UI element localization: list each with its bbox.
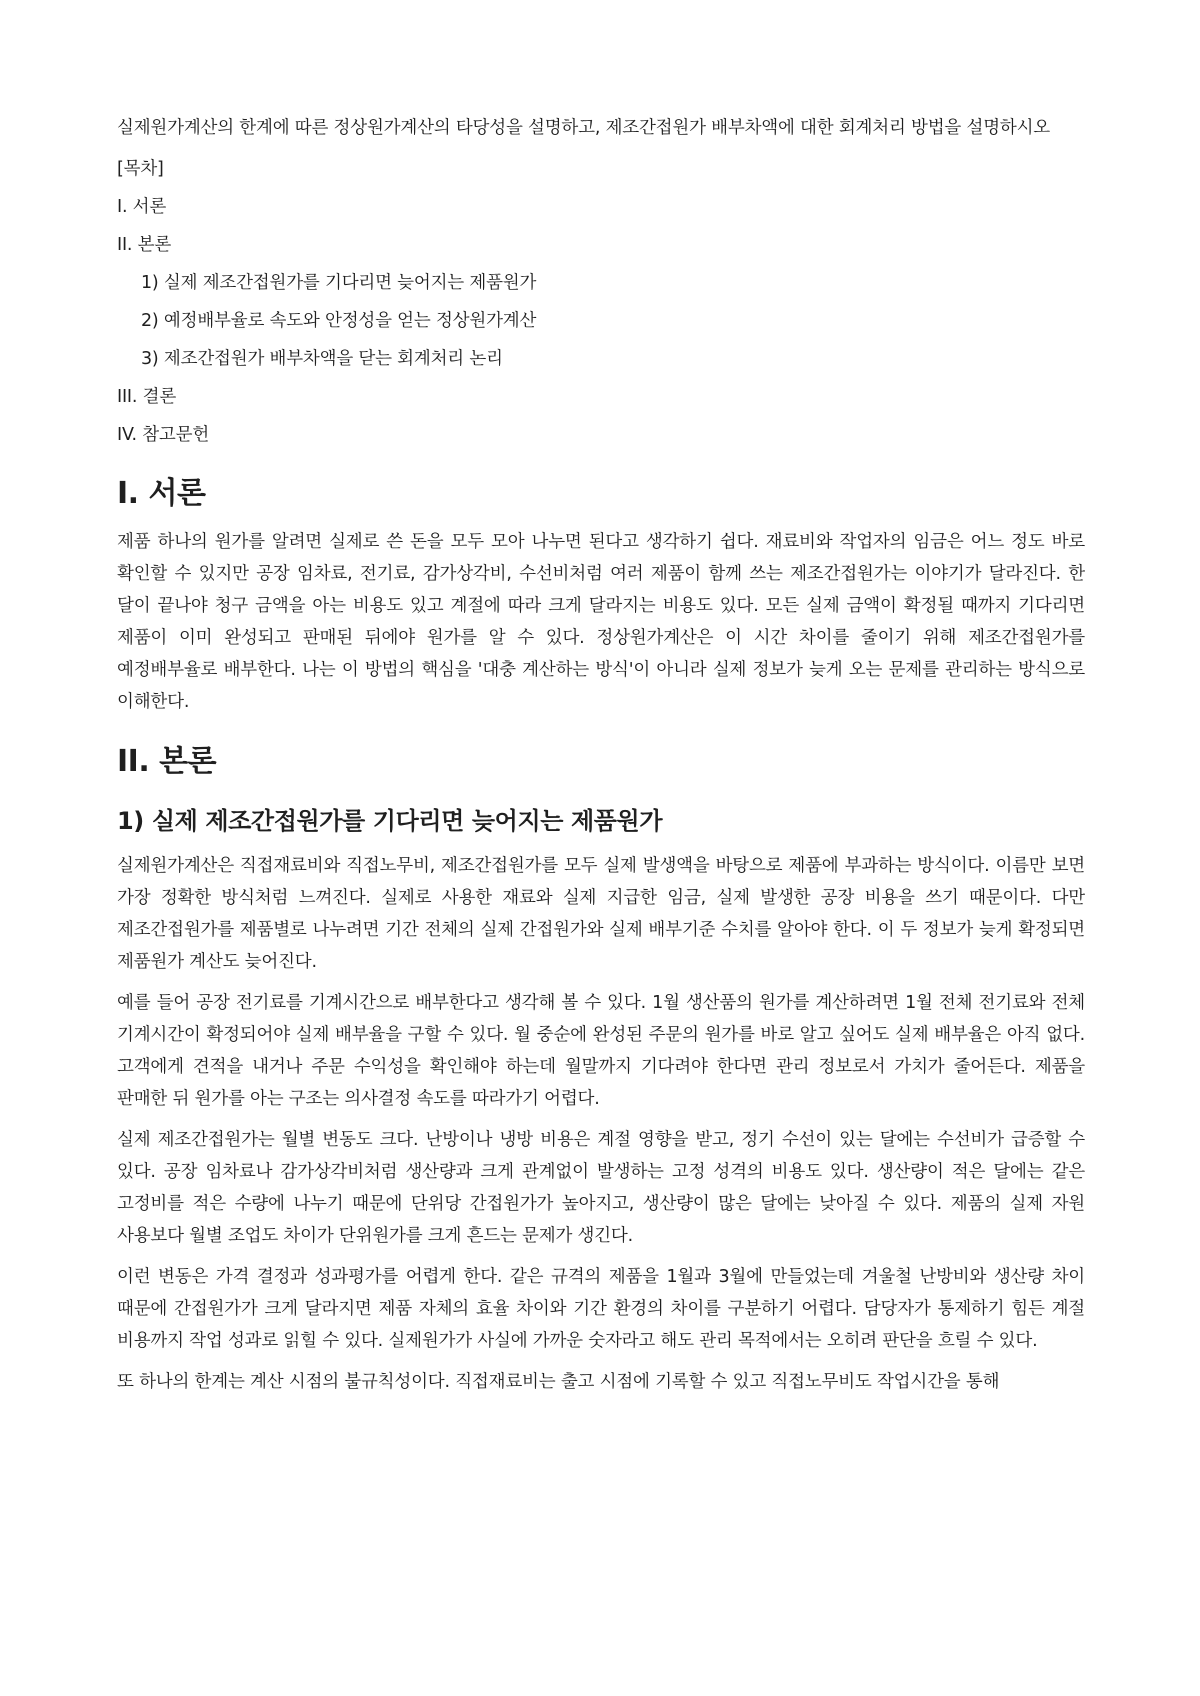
section-1-paragraph-5: 또 하나의 한계는 계산 시점의 불규칙성이다. 직접재료비는 출고 시점에 기록할 수 있고 직접노무비도 작업시간을 통해 — [117, 1372, 1000, 1392]
section-1-heading: 1) 실제 제조간접원가를 기다리면 늦어지는 제품원가 — [117, 807, 663, 835]
toc-item-body-2: 2) 예정배부율로 속도와 안정성을 얻는 정상원가계산 — [141, 311, 537, 331]
section-1-paragraph-2: 예를 들어 공장 전기료를 기계시간으로 배부한다고 생각해 볼 수 있다. 1월 생산품의 원가를 계산하려면 1월 전체 전기료와 전체 기계시간이 확정되어야 실제 배부율을 구할 수 있다. 월 중순에 완성된 주문의 원가를 바로 알고 싶어도 실제 배부율은 아직 없다. 고객에게 견적을 내거나 주문 수익성을 확인해야 하는데 월말까지 기다려야 한다면 관리 정보로서 가치가 줄어든다. 제품을 판매한 뒤 원가를 아는 구조는 의사결정 속도를 따라가기 어렵다. — [117, 993, 1086, 1109]
toc-item-conclusion: III. 결론 — [117, 387, 177, 407]
question-text: 실제원가계산의 한계에 따른 정상원가계산의 타당성을 설명하고, 제조간접원가 배부차액에 대한 회계처리 방법을 설명하시오 — [117, 118, 1051, 138]
toc-heading: [목차] — [117, 159, 164, 179]
toc-item-references: IV. 참고문헌 — [117, 425, 210, 445]
intro-paragraph: 제품 하나의 원가를 알려면 실제로 쓴 돈을 모두 모아 나누면 된다고 생각하기 쉽다. 재료비와 작업자의 임금은 어느 정도 바로 확인할 수 있지만 공장 임차료, 전기료, 감가상각비, 수선비처럼 여러 제품이 함께 쓰는 제조간접원가는 이야기가 달라진다. 한 달이 끝나야 청구 금액을 아는 비용도 있고 계절에 따라 크게 달라지는 비용도 있다. 모든 실제 금액이 확정될 때까지 기다리면 제품이 이미 완성되고 판매된 뒤에야 원가를 알 수 있다. 정상원가계산은 이 시간 차이를 줄이기 위해 제조간접원가를 예정배부율로 배부한다. 나는 이 방법의 핵심을 '대충 계산하는 방식'이 아니라 실제 정보가 늦게 오는 문제를 관리하는 방식으로 이해한다. — [117, 532, 1085, 712]
toc-item-body-3: 3) 제조간접원가 배부차액을 닫는 회계처리 논리 — [141, 349, 503, 369]
section-1-paragraph-1: 실제원가계산은 직접재료비와 직접노무비, 제조간접원가를 모두 실제 발생액을 바탕으로 제품에 부과하는 방식이다. 이름만 보면 가장 정확한 방식처럼 느껴진다. 실제로 사용한 재료와 실제 지급한 임금, 실제 발생한 공장 비용을 쓰기 때문이다. 다만 제조간접원가를 제품별로 나누려면 기간 전체의 실제 간접원가와 실제 배부기준 수치를 알아야 한다. 이 두 정보가 늦게 확정되면 제품원가 계산도 늦어진다. — [117, 856, 1085, 972]
toc-item-intro: I. 서론 — [117, 197, 167, 217]
section-1-paragraph-4: 이런 변동은 가격 결정과 성과평가를 어렵게 한다. 같은 규격의 제품을 1월과 3월에 만들었는데 겨울철 난방비와 생산량 차이 때문에 간접원가가 크게 달라지면 제품 자체의 효율 차이와 기간 환경의 차이를 구분하기 어렵다. 담당자가 통제하기 힘든 계절 비용까지 작업 성과로 읽힐 수 있다. 실제원가가 사실에 가까운 숫자라고 해도 관리 목적에서는 오히려 판단을 흐릴 수 있다. — [117, 1267, 1085, 1351]
toc-item-body: II. 본론 — [117, 235, 172, 255]
section-1-paragraph-3: 실제 제조간접원가는 월별 변동도 크다. 난방이나 냉방 비용은 계절 영향을 받고, 정기 수선이 있는 달에는 수선비가 급증할 수 있다. 공장 임차료나 감가상각비처럼 생산량과 크게 관계없이 발생하는 고정 성격의 비용도 있다. 생산량이 적은 달에는 같은 고정비를 적은 수량에 나누기 때문에 단위당 간접원가가 높아지고, 생산량이 많은 달에는 낮아질 수 있다. 제품의 실제 자원 사용보다 월별 조업도 차이가 단위원가를 크게 흔드는 문제가 생긴다. — [117, 1130, 1085, 1246]
toc-item-body-1: 1) 실제 제조간접원가를 기다리면 늦어지는 제품원가 — [141, 273, 537, 293]
table-of-contents — [117, 192, 1085, 450]
document-page — [117, 112, 1085, 1407]
body-heading: II. 본론 — [117, 744, 217, 779]
intro-heading: I. 서론 — [117, 476, 206, 511]
